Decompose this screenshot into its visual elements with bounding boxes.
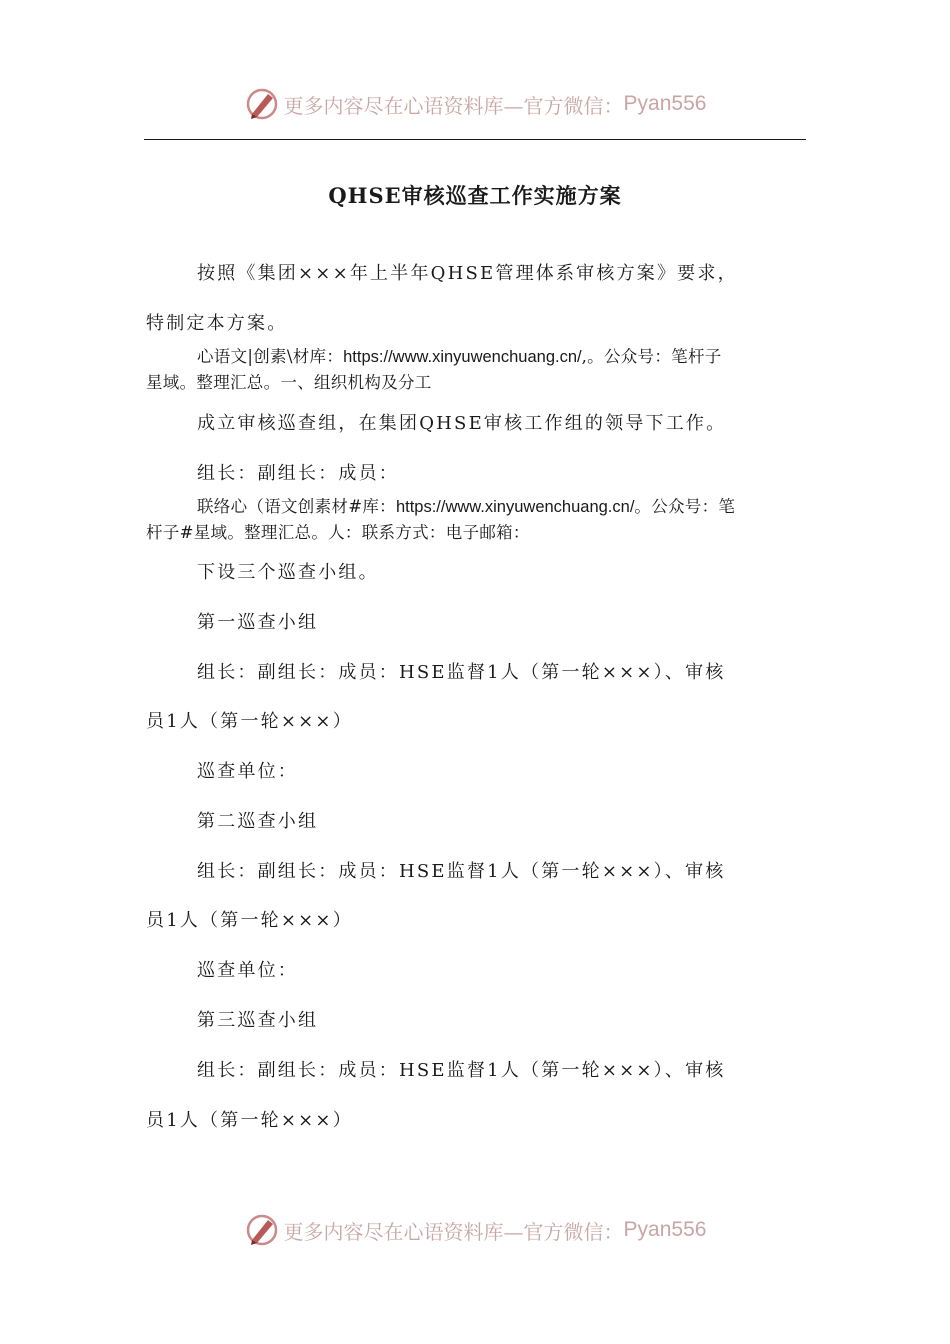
group-formation-paragraph: 成立审核巡查组，在集团QHSE审核工作组的领导下工作。 [197, 413, 727, 434]
note2-line-2: 杆子#星域。整理汇总。人：联系方式：电子邮箱： [146, 523, 530, 542]
intro-line-1: 按照《集团×××年上半年QHSE管理体系审核方案》要求， [197, 263, 738, 284]
note2-url-link[interactable]: https://www.xinyuwenchuang.cn/ [395, 498, 635, 516]
pen-logo-icon [244, 1212, 280, 1248]
group2-units: 巡查单位： [197, 960, 298, 981]
group1-members-line-2: 员1人（第一轮×××） [146, 711, 353, 732]
group1-title: 第一巡查小组 [197, 612, 319, 633]
group2-members-line-2: 员1人（第一轮×××） [146, 910, 353, 931]
document-title: QHSE审核巡查工作实施方案 [328, 183, 622, 208]
header-watermark-banner [0, 82, 950, 126]
banner-text: 更多内容尽在心语资料库—官方微信： [283, 1219, 624, 1244]
group1-units: 巡查单位： [197, 761, 298, 782]
note1-url-link[interactable]: https://www.xinyuwenchuang.cn/ [343, 348, 582, 366]
roles-line: 组长：副组长：成员： [197, 463, 399, 484]
group3-members-line-1: 组长：副组长：成员：HSE监督1人（第一轮×××）、审核 [197, 1060, 726, 1081]
banner-wechat-id: Pyan556 [623, 92, 707, 115]
header-divider [144, 139, 806, 140]
subgroups-intro: 下设三个巡查小组。 [197, 562, 379, 583]
note-paragraph-1 [146, 344, 806, 395]
group3-title: 第三巡查小组 [197, 1010, 319, 1031]
group2-members-line-1: 组长：副组长：成员：HSE监督1人（第一轮×××）、审核 [197, 861, 726, 882]
note1-line-1: 心语文|创素\材库：https://www.xinyuwenchuang.cn/,。公众号：笔杆子 [197, 347, 722, 366]
intro-line-2: 特制定本方案。 [146, 313, 288, 334]
banner-wechat-id: Pyan556 [623, 1218, 707, 1241]
footer-watermark-banner [0, 1208, 950, 1252]
pen-logo-icon [244, 86, 280, 122]
group1-members-line-1: 组长：副组长：成员：HSE监督1人（第一轮×××）、审核 [197, 662, 726, 683]
banner-text: 更多内容尽在心语资料库—官方微信： [283, 93, 624, 118]
note2-line-1: 联络心（语文创素材#库：https://www.xinyuwenchuang.cn/。公众号：笔 [197, 497, 736, 516]
note1-line-2: 星域。整理汇总。一、组织机构及分工 [146, 373, 432, 392]
group2-title: 第二巡查小组 [197, 811, 319, 832]
group3-members-line-2: 员1人（第一轮×××） [146, 1110, 353, 1131]
note-paragraph-2 [146, 494, 806, 545]
